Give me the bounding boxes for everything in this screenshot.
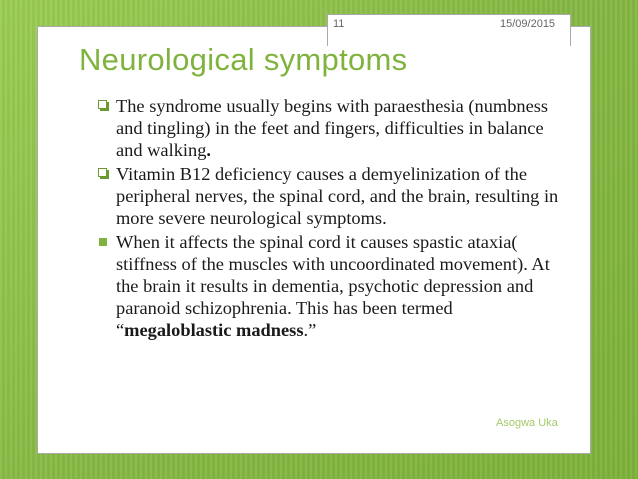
bullet-item <box>96 231 566 341</box>
bullet-text: The syndrome usually begins with paraesthesia (numbness and tingling) in the feet and fingers, difficulties in balance and walking <box>116 96 549 160</box>
bullet-text-end: .” <box>303 320 317 340</box>
author-name: Asogwa Uka <box>496 417 558 429</box>
bullet-text-bold: . <box>206 140 212 160</box>
square-icon <box>99 238 107 246</box>
slide-title: Neurological symptoms <box>79 42 408 77</box>
bullet-text-bold: megaloblastic madness <box>124 320 304 340</box>
bullet-list <box>96 95 566 343</box>
bullet-item <box>96 95 566 161</box>
box-icon <box>98 168 107 177</box>
box-icon <box>98 100 107 109</box>
bullet-item <box>96 163 566 229</box>
bullet-text: When it affects the spinal cord it causes spastic ataxia( stiffness of the muscles with uncoordinated movement). At the brain it results in dementia, psychotic depression and paranoid schizophrenia. This has been termed “ <box>116 232 550 340</box>
slide-date: 15/09/2015 <box>500 18 556 30</box>
slide-number: 11 <box>333 18 345 30</box>
bullet-text: Vitamin B12 deficiency causes a demyelinization of the peripheral nerves, the spinal cord, and the brain, resulting in more severe neurological symptoms. <box>116 164 559 228</box>
